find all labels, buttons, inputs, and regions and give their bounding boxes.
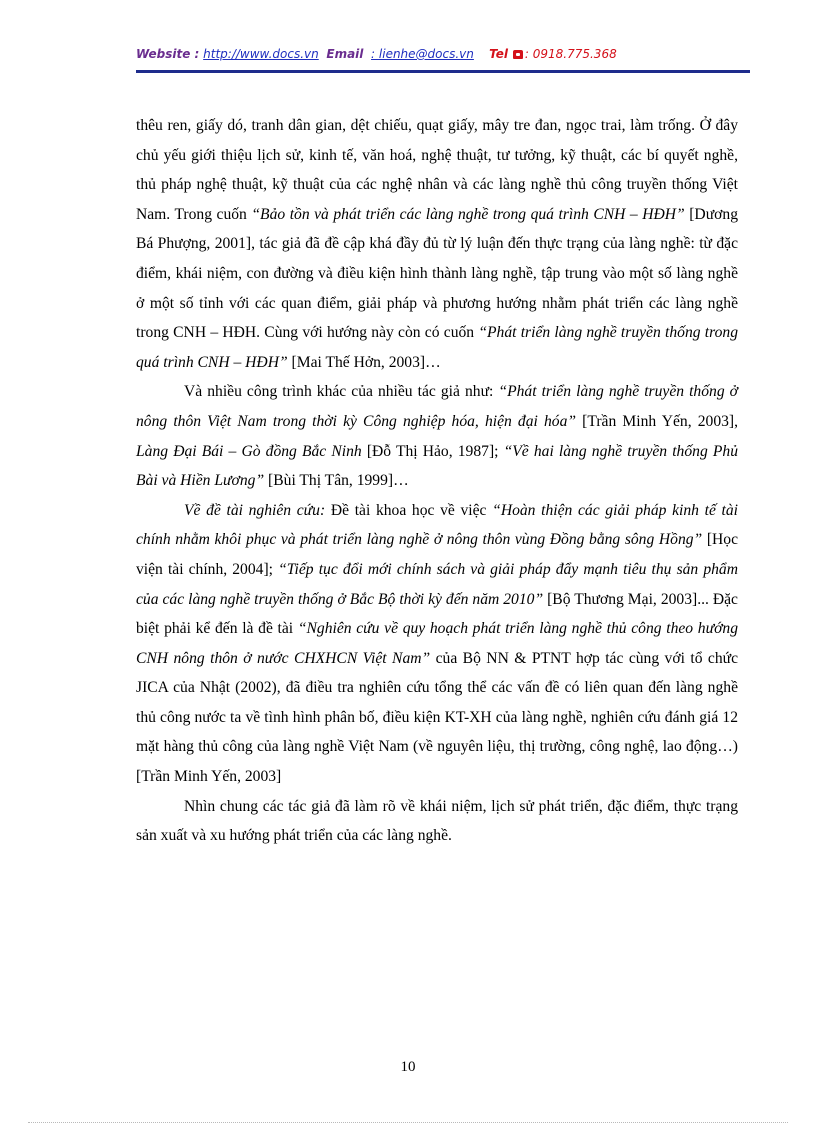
section-lead: Về đề tài nghiên cứu: (184, 501, 326, 519)
book-title: “Bảo tồn và phát triển các làng nghề trong quá trình CNH – HĐH” (251, 205, 685, 223)
book-title: “Phát triển làng nghề truyền thống trong quá trình CNH – HĐH” (136, 324, 738, 371)
text-run: [Đỗ Thị Hảo, 1987]; (361, 442, 504, 460)
paragraph-1 (136, 111, 738, 377)
document-body (136, 111, 738, 851)
book-title: “Về hai làng nghề truyền thống Phủ Bài và Hiền Lương” (136, 442, 738, 490)
tel-value: : 0918.775.368 (524, 47, 617, 61)
page-header (136, 47, 736, 61)
text-run: Đề tài khoa học về việc (325, 501, 493, 519)
text-run: [Bộ Thương Mại, 2003]... Đặc biệt phải kể đến là đề tài (136, 590, 738, 638)
tel-label: Tel (489, 47, 509, 61)
text-run: thêu ren, giấy dó, tranh dân gian, dệt chiếu, quạt giấy, mây tre đan, ngọc trai, làm trống. Ở đây chủ yếu giới thiệu lịch sử, kinh tế, văn hoá, nghệ thuật, tư tưởng, kỹ thuật, các bí quyết nghề, thủ pháp nghệ thuật, kỹ thuật của các nghệ nhân và các làng nghề thủ công truyền thống Việt Nam. Trong cuốn (136, 117, 738, 223)
paragraph-4 (136, 792, 738, 851)
paragraph-2 (136, 377, 738, 495)
text-run: của Bộ NN & PTNT hợp tác cùng với tổ chức JICA của Nhật (2002), đã điều tra nghiên cứu tổng thể các vấn đề có liên quan đến làng nghề thủ công nước ta về tình hình phân bố, điều kiện KT-XH của làng nghề, nghiên cứu đánh giá 12 mặt hàng thủ công của làng nghề Việt Nam (về nguyên liệu, thị trường, công nghệ, lao động…) [Trần Minh Yến, 2003] (136, 649, 739, 786)
book-title: Làng Đại Bái – Gò đồng Bắc Ninh (136, 442, 362, 460)
book-title: “Nghiên cứu về quy hoạch phát triển làng nghề thủ công theo hướng CNH nông thôn ở nước CHXHCN Việt Nam” (136, 620, 739, 667)
website-link[interactable]: http://www.docs.vn (203, 47, 319, 61)
text-run: [Dương Bá Phượng, 2001], tác giả đã đề cập khá đầy đủ từ lý luận đến thực trạng của làng nghề: từ đặc điểm, khái niệm, con đường và điều kiện hình thành làng nghề, tập trung vào một số làng nghề ở một số tỉnh với các quan điểm, giải pháp và phương hướng nhằm phát triển các làng nghề trong CNH – HĐH. Cùng với hướng này còn có cuốn (136, 205, 738, 342)
text-run: Nhìn chung các tác giả đã làm rõ về khái niệm, lịch sử phát triển, đặc điểm, thực trạng sản xuất và xu hướng phát triển của các làng nghề. (136, 797, 738, 845)
text-run: [Mai Thế Hởn, 2003]… (287, 353, 441, 371)
text-run: [Bùi Thị Tân, 1999]… (264, 472, 409, 490)
book-title: “Tiếp tục đổi mới chính sách và giải pháp đẩy mạnh tiêu thụ sản phẩm của các làng nghề truyền thống ở Bắc Bộ thời kỳ đến năm 2010” (136, 560, 738, 608)
text-run: [Học viện tài chính, 2004]; (136, 531, 738, 578)
phone-icon (513, 50, 523, 59)
email-link[interactable]: : lienhe@docs.vn (371, 47, 474, 61)
page-number: 10 (400, 1059, 416, 1075)
header-divider (136, 70, 750, 73)
book-title: “Phát triển làng nghề truyền thống ở nông thôn Việt Nam trong thời kỳ Công nghiệp hóa, hiện đại hóa” (136, 383, 738, 430)
paragraph-3 (136, 496, 738, 792)
text-run: Và nhiều công trình khác của nhiều tác giả như: (184, 383, 499, 401)
website-label: Website : (136, 47, 200, 61)
book-title: “Hoàn thiện các giải pháp kinh tế tài chính nhằm khôi phục và phát triển làng nghề ở nông thôn vùng Đồng bằng sông Hồng” (136, 501, 738, 549)
text-run: [Trần Minh Yến, 2003], (576, 412, 739, 430)
email-label: Email (326, 47, 364, 61)
